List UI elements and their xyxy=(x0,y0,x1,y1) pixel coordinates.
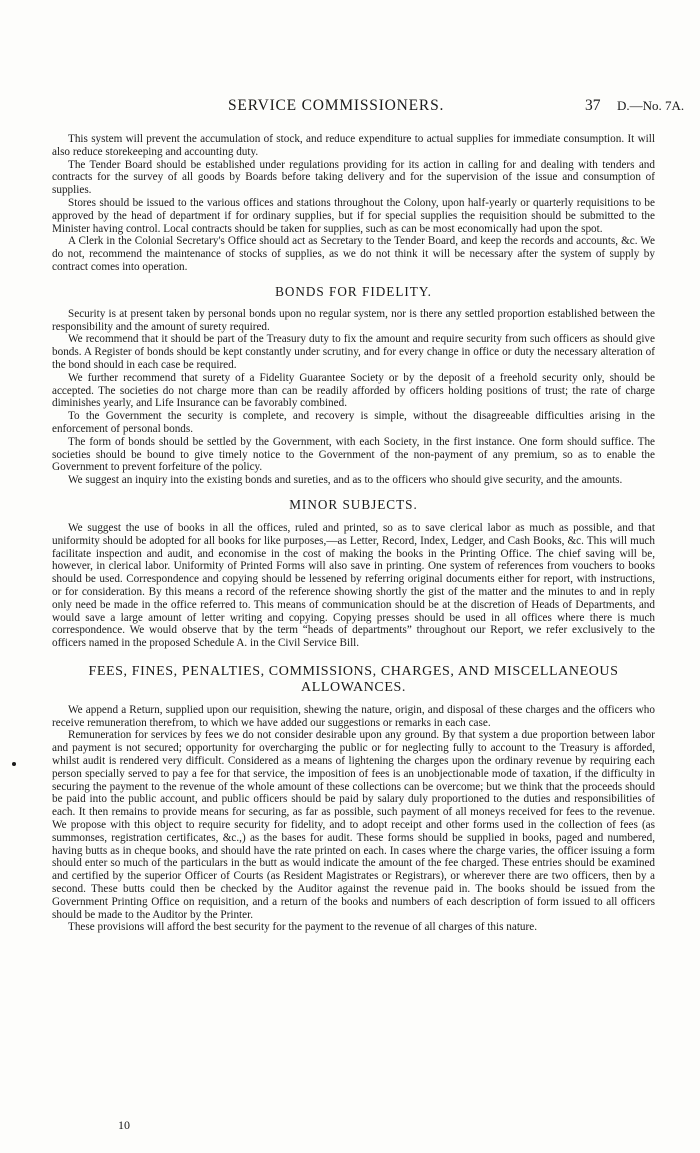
page-number: 37 xyxy=(585,97,601,114)
section-heading-bonds: BONDS FOR FIDELITY. xyxy=(275,283,432,299)
paragraph: We append a Return, supplied upon our requisition, shewing the nature, origin, and disposal of these charges and the officers who receive remuneration therefrom, to which we have added our suggestions or remarks in each case. xyxy=(52,703,655,729)
section-heading-minor: MINOR SUBJECTS. xyxy=(289,496,418,512)
document-reference: D.—No. 7A. xyxy=(617,98,685,113)
minor-section xyxy=(52,497,655,650)
paragraph: We further recommend that surety of a Fidelity Guarantee Society or by the deposit of a freehold security only, should be accepted. The societies do not charge more than can be readily afforded by officers holding positions of trust; the rate of charge diminishes yearly, and Life Insurance can be favorably combined. xyxy=(52,371,655,410)
page-body xyxy=(52,133,655,934)
paragraph: Stores should be issued to the various offices and stations throughout the Colony, upon half-yearly or quarterly requisitions to be approved by the head of department if for ordinary supplies, but if for special supplies the requisition should be submitted to the Minister having control. Local contracts should be taken for supplies, such as can be most economically had upon the spot. xyxy=(52,196,655,235)
fees-section xyxy=(52,664,655,934)
page-header xyxy=(0,97,700,119)
paragraph: The form of bonds should be settled by the Government, with each Society, in the first instance. One form should suffice. The societies should be bound to give timely notice to the Government of the non-payment of any premium, so as to enable the Government to prevent forfeiture of the policy. xyxy=(52,435,655,474)
margin-mark xyxy=(12,762,16,766)
paragraph: We suggest an inquiry into the existing bonds and sureties, and as to the officers who should give security, and the amounts. xyxy=(68,474,623,487)
paragraph: We recommend that it should be part of the Treasury duty to fix the amount and require security from such officers as should give bonds. A Register of bonds should be kept constantly under scrutiny, and for every change in office or duty the necessary alteration of the bond should in each case be required. xyxy=(52,333,655,371)
section-heading-fees: FEES, FINES, PENALTIES, COMMISSIONS, CHARGES, AND MISCELLANEOUS ALLOWANCES. xyxy=(88,663,619,695)
paragraph: A Clerk in the Colonial Secretary's Office should act as Secretary to the Tender Board, and keep the records and accounts, &c. We do not, recommend the maintenance of stocks of supplies, as we do not think it will be necessary after the system of supply by contract comes into operation. xyxy=(52,235,655,273)
paragraph: Security is at present taken by personal bonds upon no regular system, nor is there any settled proportion established between the responsibility and the amount of surety required. xyxy=(52,307,655,333)
paragraph: We suggest the use of books in all the offices, ruled and printed, so as to save clerical labor as much as possible, and that uniformity should be adopted for all books for like purposes,—as Letter, Record, Index, Ledger, and Cash Books, &c. This will much facilitate inspection and audit, and economise in the cost of making the books in the Printing Office. The chief saving will be, however, in clerical labor. Uniformity of Printed Forms will also save in printing. One system of references from vouchers to books should be used. Correspondence and copying should be lessened by referring original documents either for report, with instructions, or for consideration. By this means a record of the reference showing shortly the gist of the matter and the minutes to and in reply only need be made in the office referred to. This means of communication should be at the discretion of Heads of Departments, and would save a large amount of letter writing and copying. Copying presses should be used in all offices where there is much correspondence. We would observe that by the term “heads of departments” throughout our Report, we refer exclusively to the officers named in the proposed Schedule A. in the Civil Service Bill. xyxy=(52,521,655,650)
paragraph: To the Government the security is complete, and recovery is simple, without the disagreeable difficulties arising in the enforcement of personal bonds. xyxy=(52,410,655,435)
bonds-section xyxy=(52,284,655,487)
paragraph: These provisions will afford the best security for the payment to the revenue of all charges of this nature. xyxy=(68,921,538,934)
intro-section xyxy=(52,133,655,274)
running-title: SERVICE COMMISSIONERS. xyxy=(228,97,445,114)
paragraph: Remuneration for services by fees we do not consider desirable upon any ground. By that system a due proportion between labor and payment is not secured; opportunity for overcharging the public or for neglecting fully to account to the Treasury is afforded, whilst audit is rendered very difficult. Considered as a means of lightening the charges upon the ordinary revenue by requiring each person specially served to pay a fee for that service, the imposition of fees is an unobjectionable mode of taxation, if the difficulty in securing the payment to the revenue of the whole amount of these collections can be overcome; but we think that the proceeds should be paid into the public account, and public officers should be paid by salary duly proportioned to the duties and responsibilities of each. It then remains to provide means for securing, as far as possible, such payment of all moneys received for fees to the revenue. We propose with this object to require security for fidelity, and to adopt receipt and other forms used in the collection of fees (as summonses, registration certificates, &c.,) as the bases for audit. These forms should be supplied in books, paged and numbered, having butts as in cheque books, and should have the rate printed on each. In cases where the charge varies, the officer issuing a form should enter so much of the particulars in the butt as would indicate the amount of the fee charged. These entries should be examined and certified by the superior Officer of Courts (as Resident Magistrates or Registrars), or wherever there are two officers, then by a second. These butts could then be checked by the Auditor against the revenue paid in. The books should be issued from the Government Printing Office on requisition, and a return of the books and numbers of each description of form issued to all officers should be made to the Auditor by the Printer. xyxy=(52,729,655,921)
signature-mark: 10 xyxy=(118,1118,130,1132)
paragraph: This system will prevent the accumulation of stock, and reduce expenditure to actual supplies for immediate consumption. It will also reduce storekeeping and accounting duty. xyxy=(52,133,655,158)
paragraph: The Tender Board should be established under regulations providing for its action in calling for and dealing with tenders and contracts for the survey of all goods by Boards before taking delivery and for the supervision of the issue and consumption of supplies. xyxy=(52,158,655,197)
